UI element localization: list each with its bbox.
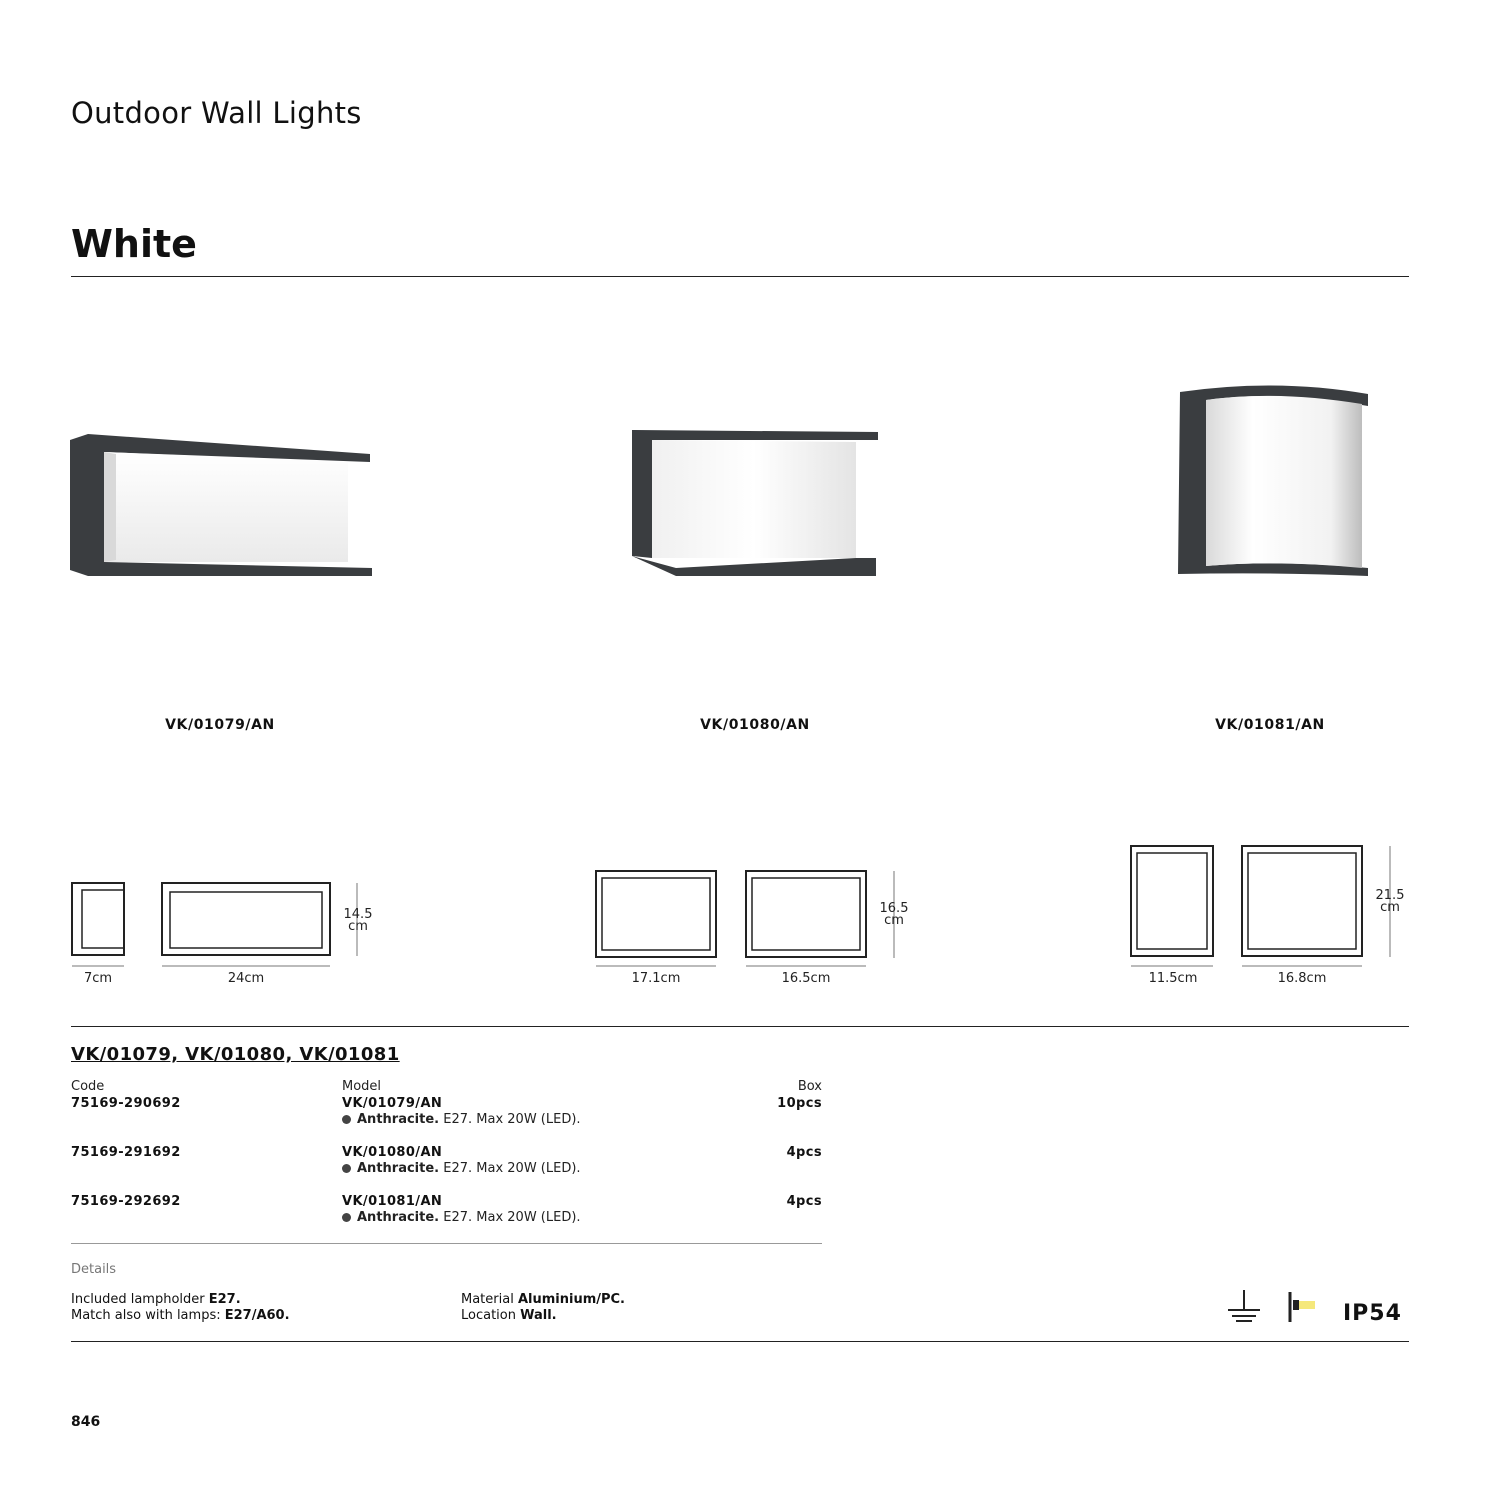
row-3-box: 4pcs [786,1194,822,1209]
dim-height-3 [1372,890,1408,914]
match-value: E27/A60. [224,1308,290,1323]
row-2-spec: E27. Max 20W (LED). [439,1161,581,1176]
dim-height-2 [876,903,912,927]
dim-height-value-3: 21.5 [1375,888,1405,903]
dim-height-unit-3: cm [1380,900,1400,915]
page-number: 846 [71,1414,101,1430]
details-heading: Details [71,1262,117,1277]
row-1-spec: E27. Max 20W (LED). [439,1112,581,1127]
header-divider [71,276,1409,277]
specs-divider [71,1026,1409,1027]
table-bottom-divider [71,1243,822,1244]
footer-divider [71,1341,1409,1342]
row-1-color: Anthracite. [357,1112,440,1127]
row-1-description [342,1112,581,1127]
spec-heading-link[interactable]: VK/01079, VK/01080, VK/01081 [71,1044,400,1065]
dim-width-1: 24cm [227,971,265,986]
dim-height-1 [340,909,376,933]
row-3-spec: E27. Max 20W (LED). [439,1210,581,1225]
row-1-model: VK/01079/AN [342,1096,443,1111]
row-3-code: 75169-292692 [71,1194,181,1209]
row-3-model: VK/01081/AN [342,1194,443,1209]
row-2-description [342,1161,581,1176]
dim-width-3: 16.8cm [1277,971,1327,986]
location-value: Wall. [520,1308,557,1323]
product-label-3: VK/01081/AN [1215,717,1325,733]
column-header-box: Box [797,1079,822,1094]
row-2-model: VK/01080/AN [342,1145,443,1160]
dimension-drawing-side-2 [594,868,720,970]
detail-lampholder [71,1292,241,1307]
product-image-vk01080 [630,428,882,580]
dim-height-unit-1: cm [348,919,368,934]
match-label: Match also with lamps: [71,1308,225,1323]
dim-height-value-1: 14.5 [343,907,373,922]
row-3-description [342,1210,581,1225]
dim-width-2: 16.5cm [781,971,831,986]
row-2-code: 75169-291692 [71,1145,181,1160]
product-image-vk01079 [68,430,378,585]
detail-location [461,1308,557,1323]
color-dot-icon [342,1213,351,1222]
color-dot-icon [342,1164,351,1173]
dim-depth-2: 17.1cm [631,971,681,986]
color-title: White [71,222,197,266]
row-1-box: 10pcs [777,1096,822,1111]
detail-match-lamps [71,1308,290,1323]
detail-material [461,1292,625,1307]
dim-height-value-2: 16.5 [879,901,909,916]
dimension-drawing-front-1 [160,880,350,970]
section-title: Outdoor Wall Lights [71,96,362,130]
row-1-code: 75169-290692 [71,1096,181,1111]
material-value: Aluminium/PC. [517,1292,625,1307]
dimension-drawing-side-3 [1129,843,1217,970]
column-header-code: Code [71,1079,105,1094]
product-label-1: VK/01079/AN [165,717,275,733]
color-dot-icon [342,1115,351,1124]
dim-depth-1: 7cm [83,971,113,986]
lampholder-label: Included lampholder [71,1292,209,1307]
row-2-color: Anthracite. [357,1161,440,1176]
ip-rating: IP54 [1343,1301,1402,1326]
product-label-2: VK/01080/AN [700,717,810,733]
column-header-model: Model [342,1079,382,1094]
earth-ground-icon [1226,1288,1262,1324]
material-label: Material [461,1292,518,1307]
wall-mount-light-icon [1286,1290,1320,1324]
dimension-drawing-side-1 [70,880,126,970]
location-label: Location [461,1308,521,1323]
row-2-box: 4pcs [786,1145,822,1160]
dim-height-unit-2: cm [884,913,904,928]
row-3-color: Anthracite. [357,1210,440,1225]
product-image-vk01081 [1176,378,1372,583]
lampholder-value: E27. [208,1292,241,1307]
dim-depth-3: 11.5cm [1148,971,1198,986]
